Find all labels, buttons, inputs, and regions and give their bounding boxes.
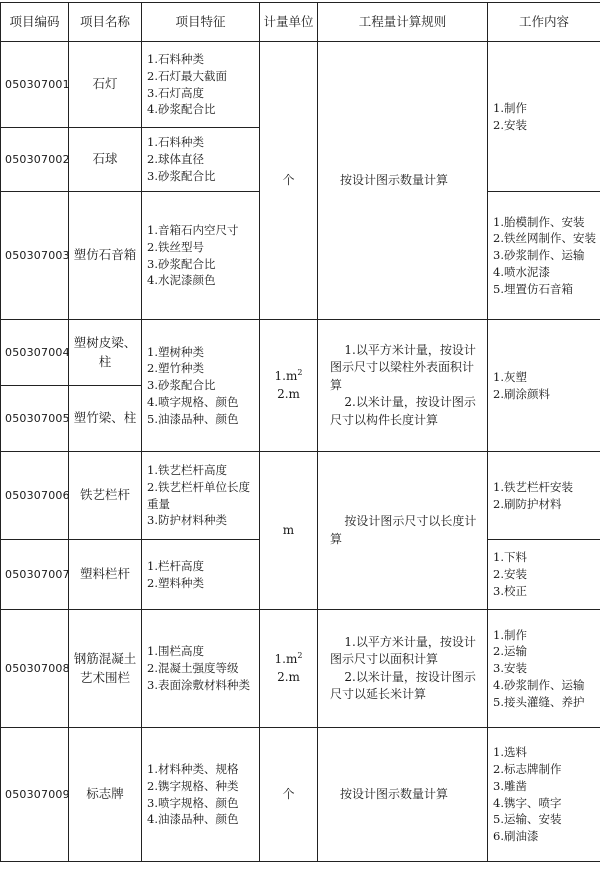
feature-line: 4.砂浆配合比 (147, 102, 216, 117)
item-features (142, 728, 260, 862)
bill-of-quantities-table (0, 2, 600, 862)
work-line: 5.运输、安装 (493, 812, 562, 827)
work-cell (488, 728, 600, 862)
feature-line: 2.石灯最大截面 (147, 68, 227, 83)
feature-line: 2.镌字规格、种类 (147, 778, 239, 793)
item-code: 050307002 (1, 128, 69, 192)
item-code: 050307005 (1, 386, 69, 452)
feature-line: 1.塑树种类 (147, 344, 204, 359)
feature-line: 2.混凝土强度等级 (147, 661, 239, 676)
item-name: 铁艺栏杆 (69, 452, 142, 540)
rule-cell (318, 320, 488, 452)
feature-line: 1.围栏高度 (147, 644, 204, 659)
unit-line: 2.m (277, 669, 300, 684)
feature-line: 1.栏杆高度 (147, 558, 204, 573)
feature-line: 4.油漆品种、颜色 (147, 812, 239, 827)
work-line: 2.安装 (493, 117, 527, 132)
work-line: 1.下料 (493, 550, 527, 565)
item-code: 050307006 (1, 452, 69, 540)
work-line: 2.刷防护材料 (493, 496, 562, 511)
table-row (1, 610, 600, 728)
unit-cell: 个 (260, 728, 318, 862)
work-line: 1.铁艺栏杆安装 (493, 479, 573, 494)
work-line: 2.刷涂颜料 (493, 386, 550, 401)
work-line: 1.制作 (493, 100, 527, 115)
item-code: 050307001 (1, 42, 69, 128)
work-line: 5.埋置仿石音箱 (493, 281, 573, 296)
item-name: 塑树皮梁、柱 (69, 320, 142, 386)
work-cell (488, 610, 600, 728)
table-row (1, 452, 600, 540)
feature-line: 1.石料种类 (147, 135, 204, 150)
feature-line: 1.材料种类、规格 (147, 762, 239, 777)
rule-cell: 按设计图示数量计算 (318, 728, 488, 862)
work-line: 3.校正 (493, 583, 527, 598)
item-features (142, 128, 260, 192)
work-line: 2.运输 (493, 644, 527, 659)
unit-line: 2.m (277, 386, 300, 401)
work-line: 6.刷油漆 (493, 828, 539, 843)
work-line: 4.镌字、喷字 (493, 795, 562, 810)
header-work: 工作内容 (488, 3, 600, 42)
feature-line: 4.喷字规格、颜色 (147, 394, 239, 409)
header-unit: 计量单位 (260, 3, 318, 42)
header-row (1, 3, 600, 42)
item-name: 塑仿石音箱 (69, 192, 142, 320)
work-line: 2.标志牌制作 (493, 762, 562, 777)
work-cell (488, 452, 600, 540)
feature-line: 3.砂浆配合比 (147, 168, 216, 183)
feature-line: 3.表面涂敷材料种类 (147, 677, 250, 692)
unit-line: $1.m^2$ (274, 368, 303, 384)
work-line: 1.制作 (493, 627, 527, 642)
header-name: 项目名称 (69, 3, 142, 42)
work-line: 1.胎模制作、安装 (493, 214, 585, 229)
unit-cell (260, 320, 318, 452)
item-features (142, 192, 260, 320)
feature-line: 5.油漆品种、颜色 (147, 411, 239, 426)
header-code: 项目编码 (1, 3, 69, 42)
rule-line: 按设计图示尺寸以长度计算 (330, 514, 477, 546)
work-line: 3.雕凿 (493, 778, 527, 793)
feature-line: 3.石灯高度 (147, 85, 204, 100)
work-line: 3.安装 (493, 661, 527, 676)
item-code: 050307009 (1, 728, 69, 862)
item-name: 钢筋混凝土艺术围栏 (69, 610, 142, 728)
item-code: 050307003 (1, 192, 69, 320)
work-line: 2.铁丝网制作、安装 (493, 231, 596, 246)
feature-line: 2.塑竹种类 (147, 361, 204, 376)
rule-line: 2.以米计量，按设计图示尺寸以构件长度计算 (330, 395, 476, 427)
item-name: 塑竹梁、柱 (69, 386, 142, 452)
feature-line: 3.砂浆配合比 (147, 256, 216, 271)
feature-line: 1.音箱石内空尺寸 (147, 223, 239, 238)
item-name: 塑料栏杆 (69, 540, 142, 610)
rule-line: 2.以米计量，按设计图示尺寸以延长米计算 (330, 669, 476, 701)
item-features (142, 610, 260, 728)
header-rule: 工程量计算规则 (318, 3, 488, 42)
work-cell (488, 42, 600, 192)
table-row (1, 42, 600, 128)
feature-line: 2.球体直径 (147, 152, 204, 167)
rule-line: 1.以平方米计量，按设计图示尺寸以梁柱外表面积计算 (330, 343, 476, 392)
rule-cell: 按设计图示数量计算 (318, 42, 488, 320)
item-name: 石灯 (69, 42, 142, 128)
work-line: 4.砂浆制作、运输 (493, 677, 585, 692)
item-features (142, 540, 260, 610)
item-name: 石球 (69, 128, 142, 192)
work-line: 3.砂浆制作、运输 (493, 248, 585, 263)
feature-line: 4.水泥漆颜色 (147, 273, 216, 288)
item-features (142, 320, 260, 452)
feature-line: 2.铁艺栏杆单位长度重量 (147, 479, 250, 511)
feature-line: 3.防护材料种类 (147, 513, 227, 528)
feature-line: 2.铁丝型号 (147, 239, 204, 254)
work-line: 2.安装 (493, 567, 527, 582)
rule-cell (318, 452, 488, 610)
unit-cell (260, 610, 318, 728)
item-code: 050307008 (1, 610, 69, 728)
work-cell (488, 320, 600, 452)
feature-line: 1.铁艺栏杆高度 (147, 463, 227, 478)
feature-line: 3.喷字规格、颜色 (147, 795, 239, 810)
header-features: 项目特征 (142, 3, 260, 42)
item-features (142, 452, 260, 540)
rule-line: 1.以平方米计量，按设计图示尺寸以面积计算 (330, 634, 476, 667)
work-cell (488, 192, 600, 320)
feature-line: 2.塑料种类 (147, 575, 204, 590)
work-line: 4.喷水泥漆 (493, 264, 550, 279)
item-name: 标志牌 (69, 728, 142, 862)
rule-cell (318, 610, 488, 728)
feature-line: 1.石料种类 (147, 52, 204, 67)
item-code: 050307007 (1, 540, 69, 610)
table-row (1, 320, 600, 386)
unit-cell: m (260, 452, 318, 610)
work-line: 1.选料 (493, 745, 527, 760)
work-cell (488, 540, 600, 610)
unit-line: $1.m^2$ (274, 651, 303, 667)
feature-line: 3.砂浆配合比 (147, 378, 216, 393)
item-features (142, 42, 260, 128)
work-line: 1.灰塑 (493, 369, 527, 384)
unit-cell: 个 (260, 42, 318, 320)
table-row (1, 728, 600, 862)
item-code: 050307004 (1, 320, 69, 386)
work-line: 5.接头灌缝、养护 (493, 694, 585, 709)
